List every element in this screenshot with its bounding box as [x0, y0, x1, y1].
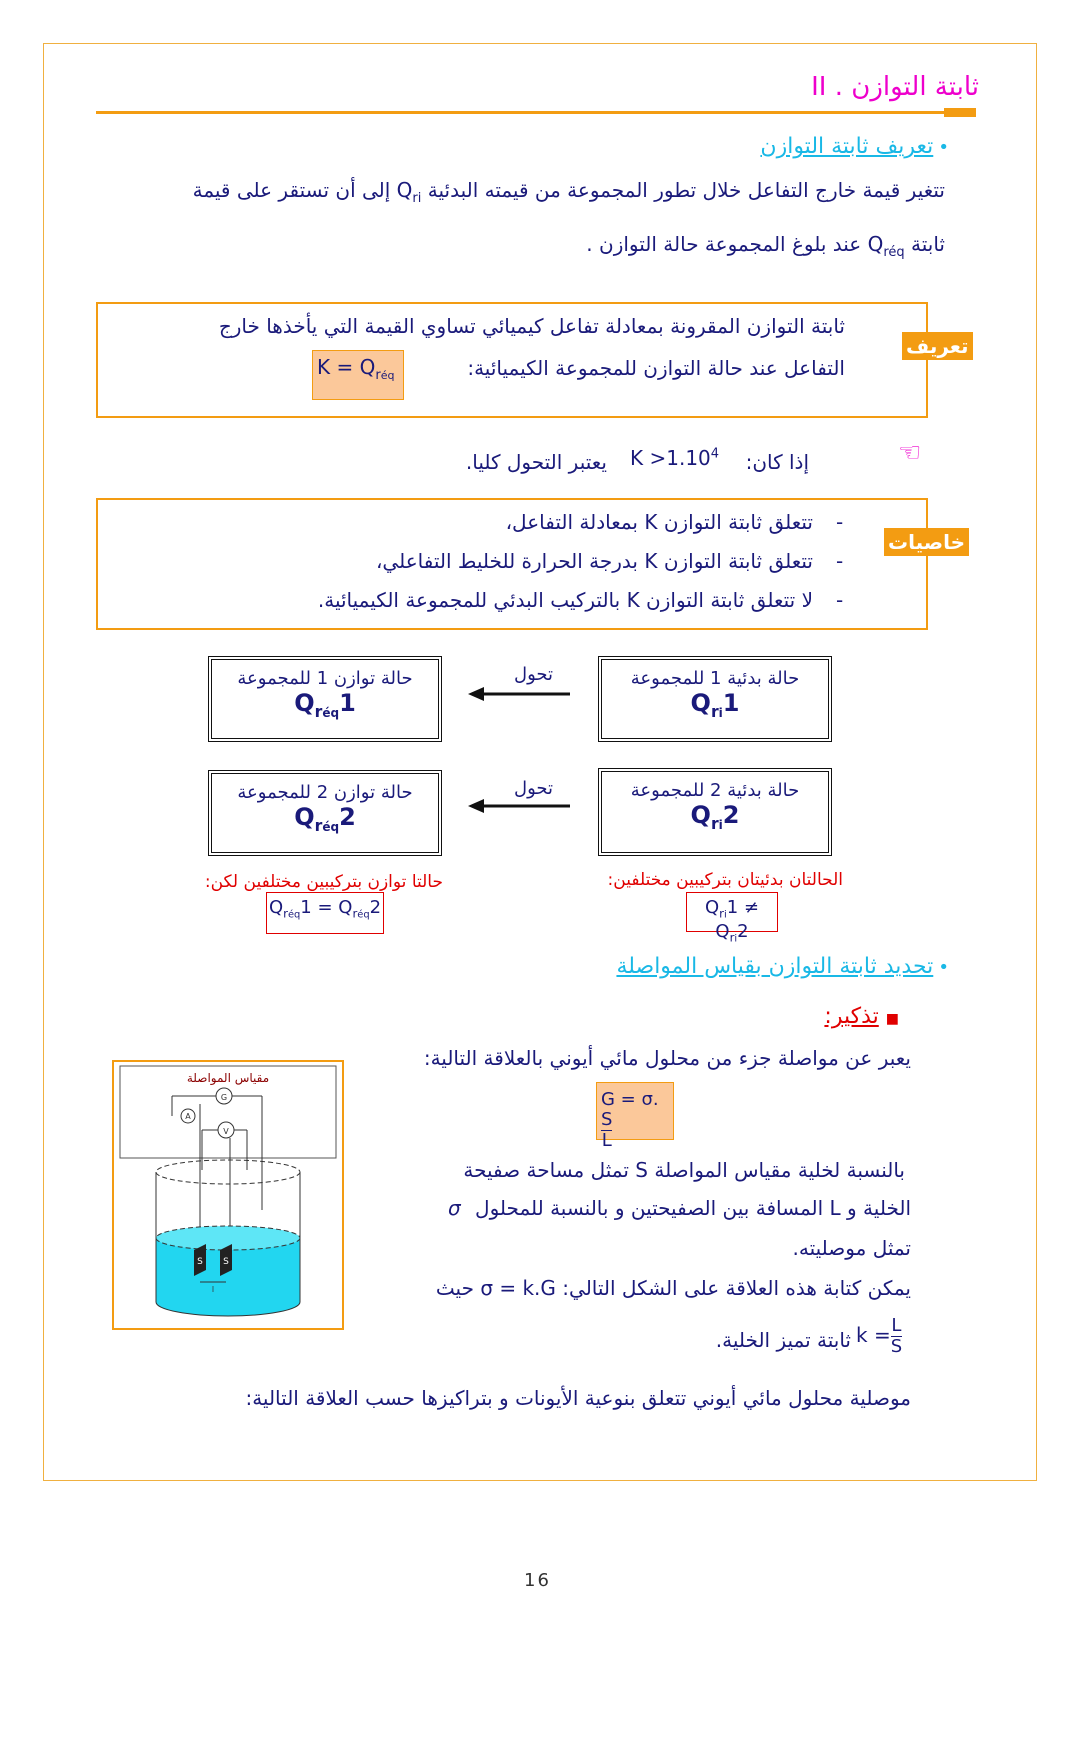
transform-arrow-1	[468, 686, 572, 702]
voltmeter-label: V	[223, 1127, 229, 1136]
ammeter-label: A	[185, 1112, 191, 1121]
definition-heading[interactable]: تعريف ثابتة التوازن	[760, 134, 934, 159]
properties-tag: خاصيات	[884, 528, 969, 556]
initial-relation: $Q_{ri}1 \ne Q_{ri}2$	[686, 892, 778, 932]
cell-constant-numerator: L	[891, 1315, 902, 1336]
cell-constant-fraction	[891, 1316, 902, 1357]
conductance-line-3	[448, 1196, 911, 1220]
pointing-hand-icon: ☜	[898, 438, 922, 468]
equilibrium-state-1-box	[208, 656, 442, 742]
equilibrium-state-2-q: $Q_{réq}2$	[294, 803, 356, 835]
definition-line-2: التفاعل عند حالة التوازن للمجموعة الكيميائية:	[467, 356, 845, 380]
reminder-row	[824, 1004, 899, 1029]
title-underline	[96, 111, 976, 114]
transform-arrow-2	[468, 798, 572, 814]
intro-line-2-start: ثابتة	[911, 232, 945, 256]
conductance-fraction	[601, 1110, 612, 1151]
fraction-numerator: S	[601, 1109, 613, 1130]
intro-line-1: تتغير قيمة خارج التفاعل خلال تطور المجموعة من قيمته البدئية $Q_{ri}$ إلى أن تستقر على قيمة	[192, 178, 945, 206]
conductimeter-figure	[112, 1060, 344, 1330]
conductance-line-5-start: يمكن كتابة هذه العلاقة على الشكل التالي:	[562, 1276, 911, 1300]
cell-constant-denominator: S	[890, 1336, 903, 1357]
definition-tag: تعريف	[902, 332, 973, 360]
equilibrium-states-note: حالتا توازن بتركيبين مختلفين لكن:	[204, 872, 443, 892]
cell-constant-k: k =	[856, 1323, 891, 1347]
initial-state-1-title: حالة بدئية 1 للمجموعة	[630, 668, 800, 689]
intro-line-2-end: عند بلوغ المجموعة حالة التوازن .	[586, 232, 862, 256]
bullet-icon: •	[938, 137, 949, 158]
initial-state-1-q: $Q_{ri}1$	[690, 689, 740, 721]
conductance-line-6: ثابتة تميز الخلية.	[715, 1328, 851, 1352]
property-dash-3: -	[836, 588, 844, 612]
definition-line-1: ثابتة التوازن المقرونة بمعادلة تفاعل كيميائي تساوي القيمة التي يأخذها خارج	[218, 314, 845, 338]
square-bullet-icon: ■	[885, 1011, 899, 1027]
plate-left-label: S	[197, 1257, 203, 1267]
conductance-line-2: بالنسبة لخلية مقياس المواصلة S تمثل مساحة صفيحة	[463, 1158, 905, 1182]
conductance-line-7: موصلية محلول مائي أيوني تتعلق بنوعية الأيونات و بتراكيزها حسب العلاقة التالية:	[245, 1386, 911, 1410]
measure-heading-row	[616, 954, 949, 979]
arrow-label-2: تحول	[513, 778, 553, 799]
initial-state-2-q: $Q_{ri}2$	[690, 801, 740, 833]
section-title: II . ثابتة التوازن	[811, 72, 979, 102]
page-number: 16	[524, 1570, 551, 1591]
figure-label: مقياس المواصلة	[186, 1071, 270, 1085]
conductance-line-5	[436, 1276, 911, 1300]
conductance-line-5-end: حيث	[435, 1276, 474, 1300]
title-underline-cap	[944, 108, 976, 117]
intro-line-1-end: إلى أن تستقر على قيمة	[192, 178, 391, 202]
conductance-line-5-formula: σ = k.G	[480, 1276, 556, 1300]
note-text-start: إذا كان:	[745, 450, 809, 474]
equilibrium-relation: $Q_{réq}1 = Q_{réq}2$	[266, 892, 384, 934]
conductance-line-1: يعبر عن مواصلة جزء من محلول مائي أيوني بالعلاقة التالية:	[423, 1046, 911, 1070]
plate-right-label: S	[223, 1257, 229, 1267]
initial-state-2-title: حالة بدئية 2 للمجموعة	[630, 780, 800, 801]
initial-states-note: الحالتان بدئيتان بتركيبين مختلفين:	[607, 870, 843, 890]
sigma-symbol: σ	[448, 1196, 461, 1220]
conductance-line-4: تمثل موصليته.	[792, 1236, 911, 1260]
equilibrium-state-1-q: $Q_{réq}1$	[294, 689, 356, 721]
reminder-label: تذكير:	[824, 1004, 879, 1029]
equilibrium-state-2-title: حالة توازن 2 للمجموعة	[237, 782, 413, 803]
conductance-formula	[596, 1082, 674, 1151]
bullet-icon-2: •	[938, 957, 949, 978]
definition-heading-row	[760, 134, 949, 159]
property-dash-2: -	[836, 549, 844, 573]
initial-state-2-box	[598, 768, 832, 856]
intro-line-1-text: تتغير قيمة خارج التفاعل خلال تطور المجموعة من قيمته البدئية	[427, 178, 945, 202]
property-item-2: تتعلق ثابتة التوازن K بدرجة الحرارة للخليط التفاعلي،	[375, 549, 813, 573]
equilibrium-state-1-title: حالة توازن 1 للمجموعة	[237, 668, 413, 689]
property-item-1: تتعلق ثابتة التوازن K بمعادلة التفاعل،	[505, 510, 813, 534]
initial-state-1-box	[598, 656, 832, 742]
property-dash-1: -	[836, 510, 844, 534]
conductance-line-3-text: الخلية و L المسافة بين الصفيحتين و بالنسبة للمحلول	[475, 1196, 911, 1220]
property-item-3: لا تتعلق ثابتة التوازن K بالتركيب البدئي للمجموعة الكيميائية.	[317, 588, 813, 612]
generator-label: G	[220, 1093, 228, 1102]
fraction-denominator: L	[601, 1130, 612, 1151]
measure-heading[interactable]: تحديد ثابتة التوازن بقياس المواصلة	[616, 954, 934, 979]
note-text-end: يعتبر التحول كليا.	[465, 450, 607, 474]
gap-label: l	[211, 1285, 215, 1294]
intro-line-2: ثابتة $Q_{réq}$ عند بلوغ المجموعة حالة التوازن .	[586, 232, 945, 260]
conductance-formula-text: G = σ.	[601, 1089, 659, 1110]
arrow-label-1: تحول	[513, 664, 553, 685]
definition-formula: $K = Q_{réq}$	[312, 350, 404, 400]
cell-constant-formula	[856, 1316, 902, 1357]
note-formula: $K >1.10^4$	[630, 446, 720, 470]
equilibrium-state-2-box	[208, 770, 442, 856]
